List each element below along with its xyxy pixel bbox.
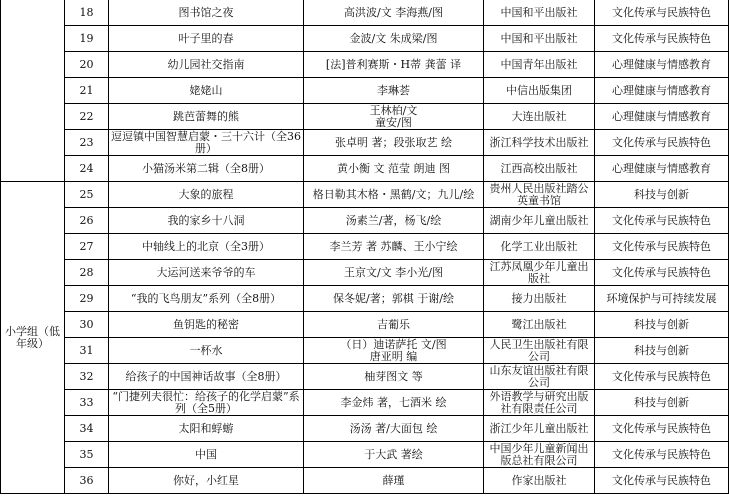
book-publisher: 中国和平出版社 xyxy=(484,26,595,52)
book-category: 文化传承与民族特色 xyxy=(595,208,729,234)
group-cell xyxy=(1,0,65,182)
book-category: 文化传承与民族特色 xyxy=(595,260,729,286)
table-row xyxy=(1,364,729,390)
book-title: 幼儿园社交指南 xyxy=(109,52,304,78)
book-author: 张卓明 著；段张取艺 绘 xyxy=(304,130,484,156)
row-number: 20 xyxy=(65,52,109,78)
row-number: 18 xyxy=(65,0,109,26)
book-publisher: 江苏凤凰少年儿童出版社 xyxy=(484,260,595,286)
table-row xyxy=(1,130,729,156)
book-category: 环境保护与可持续发展 xyxy=(595,286,729,312)
book-author: 李兰芳 著 苏麟、王小宁绘 xyxy=(304,234,484,260)
book-title: 给孩子的中国神话故事（全8册） xyxy=(109,364,304,390)
book-publisher: 贵州人民出版社踏公英童书馆 xyxy=(484,182,595,208)
book-category: 文化传承与民族特色 xyxy=(595,0,729,26)
book-title: 逗逗镇中国智慧启蒙・三十六计（全36册） xyxy=(109,130,304,156)
book-title: 鱼钥匙的秘密 xyxy=(109,312,304,338)
table-row xyxy=(1,416,729,442)
book-category: 科技与创新 xyxy=(595,390,729,416)
table-row xyxy=(1,390,729,416)
book-category: 心理健康与情感教育 xyxy=(595,78,729,104)
book-category: 文化传承与民族特色 xyxy=(595,364,729,390)
book-author: 汤素兰/著，杨飞/绘 xyxy=(304,208,484,234)
row-number: 35 xyxy=(65,442,109,468)
book-title: 图书馆之夜 xyxy=(109,0,304,26)
row-number: 23 xyxy=(65,130,109,156)
book-publisher: 作家出版社 xyxy=(484,468,595,494)
book-publisher: 中国少年儿童新闻出版总社有限公司 xyxy=(484,442,595,468)
table-row xyxy=(1,104,729,130)
book-publisher: 山东友谊出版社有限公司 xyxy=(484,364,595,390)
book-author: 王京文/文 李小光/图 xyxy=(304,260,484,286)
book-title: 一杯水 xyxy=(109,338,304,364)
table-row xyxy=(1,442,729,468)
book-title: 中轴线上的北京（全3册） xyxy=(109,234,304,260)
book-title: 中国 xyxy=(109,442,304,468)
book-author: 于大武 著绘 xyxy=(304,442,484,468)
book-author: 高洪波/文 李海燕/图 xyxy=(304,0,484,26)
book-title: 跳芭蕾舞的熊 xyxy=(109,104,304,130)
book-author: 汤汤 著/大面包 绘 xyxy=(304,416,484,442)
row-number: 21 xyxy=(65,78,109,104)
book-author: 王林柏/文 童安/图 xyxy=(304,104,484,130)
group-cell: 小学组（低年级） xyxy=(1,182,65,494)
book-title: “门捷列夫很忙：给孩子的化学启蒙”系列（全5册） xyxy=(109,390,304,416)
table-row xyxy=(1,468,729,494)
table-row xyxy=(1,208,729,234)
book-publisher: 外语教学与研究出版社有限责任公司 xyxy=(484,390,595,416)
book-publisher: 大连出版社 xyxy=(484,104,595,130)
book-title: 我的家乡十八洞 xyxy=(109,208,304,234)
book-category: 文化传承与民族特色 xyxy=(595,442,729,468)
book-publisher: 接力出版社 xyxy=(484,286,595,312)
table-row xyxy=(1,156,729,182)
book-publisher: 江西高校出版社 xyxy=(484,156,595,182)
book-title: 叶子里的春 xyxy=(109,26,304,52)
book-publisher: 中信出版集团 xyxy=(484,78,595,104)
book-publisher: 鹭江出版社 xyxy=(484,312,595,338)
row-number: 29 xyxy=(65,286,109,312)
book-author: 吉葡乐 xyxy=(304,312,484,338)
row-number: 26 xyxy=(65,208,109,234)
book-category: 科技与创新 xyxy=(595,182,729,208)
book-title: “我的飞鸟朋友”系列（全8册） xyxy=(109,286,304,312)
book-publisher: 化学工业出版社 xyxy=(484,234,595,260)
table-row xyxy=(1,26,729,52)
book-publisher: 人民卫生出版社有限公司 xyxy=(484,338,595,364)
book-title: 姥姥山 xyxy=(109,78,304,104)
book-author: 李金炜 著，七酒米 绘 xyxy=(304,390,484,416)
row-number: 19 xyxy=(65,26,109,52)
book-publisher: 中国青年出版社 xyxy=(484,52,595,78)
book-publisher: 浙江科学技术出版社 xyxy=(484,130,595,156)
row-number: 24 xyxy=(65,156,109,182)
table-row xyxy=(1,182,729,208)
book-title: 太阳和蜉蝣 xyxy=(109,416,304,442)
book-publisher: 湖南少年儿童出版社 xyxy=(484,208,595,234)
table-row xyxy=(1,78,729,104)
book-author: （日）迪诺萨托 文/图 唐亚明 编 xyxy=(304,338,484,364)
book-publisher: 浙江少年儿童出版社 xyxy=(484,416,595,442)
row-number: 34 xyxy=(65,416,109,442)
book-author: 格日勒其木格・黑鹤/文；九儿/绘 xyxy=(304,182,484,208)
row-number: 31 xyxy=(65,338,109,364)
table-row xyxy=(1,234,729,260)
book-category: 心理健康与情感教育 xyxy=(595,156,729,182)
row-number: 32 xyxy=(65,364,109,390)
book-category: 心理健康与情感教育 xyxy=(595,52,729,78)
table-row xyxy=(1,286,729,312)
book-category: 心理健康与情感教育 xyxy=(595,104,729,130)
book-category: 科技与创新 xyxy=(595,338,729,364)
book-category: 文化传承与民族特色 xyxy=(595,416,729,442)
row-number: 36 xyxy=(65,468,109,494)
table-row xyxy=(1,0,729,26)
book-title: 你好，小红星 xyxy=(109,468,304,494)
row-number: 22 xyxy=(65,104,109,130)
book-author: 柚芽图文 等 xyxy=(304,364,484,390)
book-category: 科技与创新 xyxy=(595,312,729,338)
book-author: 李琳荟 xyxy=(304,78,484,104)
book-title: 大运河送来爷爷的车 xyxy=(109,260,304,286)
book-author: 金波/文 朱成梁/图 xyxy=(304,26,484,52)
table-row xyxy=(1,260,729,286)
row-number: 30 xyxy=(65,312,109,338)
book-category: 文化传承与民族特色 xyxy=(595,468,729,494)
book-author: [法]普利赛斯・H蒂 龚蕾 译 xyxy=(304,52,484,78)
book-category: 文化传承与民族特色 xyxy=(595,26,729,52)
table-row xyxy=(1,52,729,78)
row-number: 27 xyxy=(65,234,109,260)
book-category: 文化传承与民族特色 xyxy=(595,130,729,156)
table-row xyxy=(1,338,729,364)
table-row xyxy=(1,312,729,338)
row-number: 33 xyxy=(65,390,109,416)
book-author: 薛瑾 xyxy=(304,468,484,494)
book-publisher: 中国和平出版社 xyxy=(484,0,595,26)
book-author: 保冬妮/著；郭棋 于谢/绘 xyxy=(304,286,484,312)
book-title: 小猫汤米第二辑（全8册） xyxy=(109,156,304,182)
book-author: 黄小衡 文 范莹 朗迪 图 xyxy=(304,156,484,182)
book-category: 文化传承与民族特色 xyxy=(595,234,729,260)
book-title: 大象的旅程 xyxy=(109,182,304,208)
row-number: 28 xyxy=(65,260,109,286)
book-list-body xyxy=(1,0,729,494)
row-number: 25 xyxy=(65,182,109,208)
